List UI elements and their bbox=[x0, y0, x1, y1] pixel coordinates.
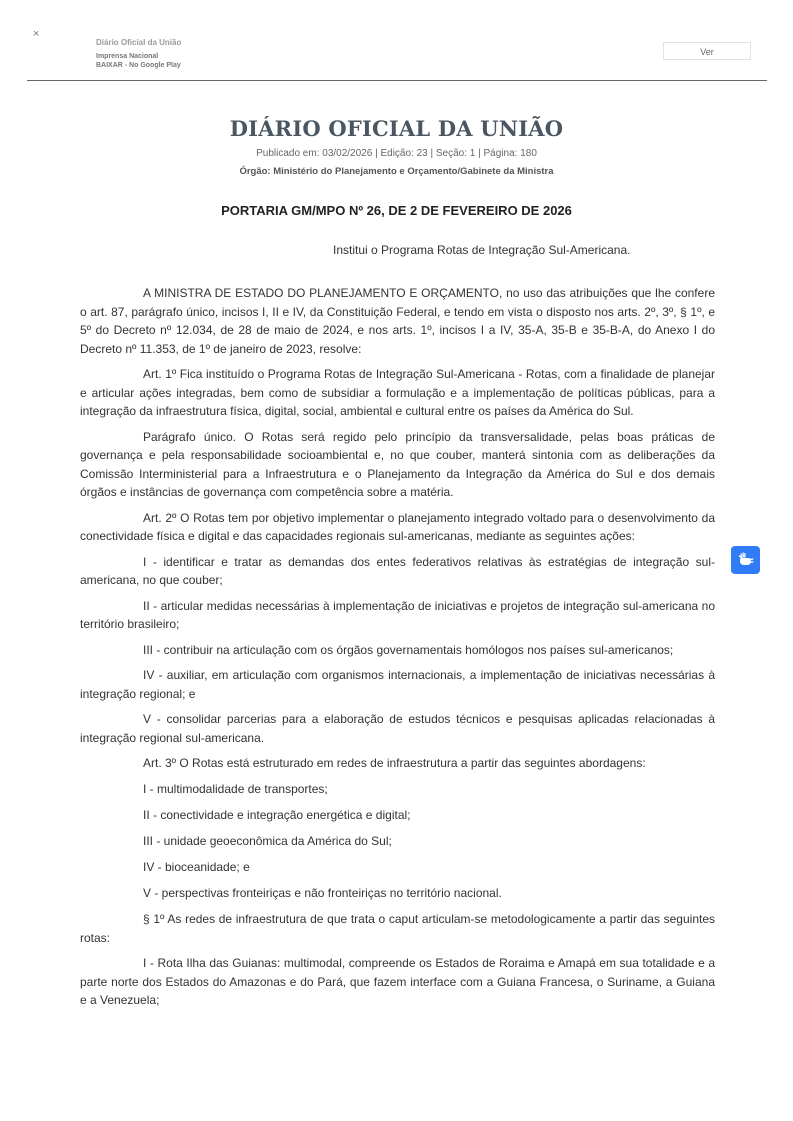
article-1-sole-paragraph: Parágrafo único. O Rotas será regido pelo princípio da transversalidade, pelas boas práticas de governança e pela responsabilidade socioambiental e, no que couber, manterá sintonia com as deliberações da Comissão Interministerial para a Infraestrutura e o Planejamento da Integração da América do Sul e dos demais órgãos e instâncias de governança com competência sobre a matéria. bbox=[80, 429, 715, 499]
issuing-agency: Órgão: Ministério do Planejamento e Orçamento/Gabinete da Ministra bbox=[239, 166, 554, 177]
document-summary: Institui o Programa Rotas de Integração Sul-Americana. bbox=[333, 243, 631, 257]
close-icon[interactable]: × bbox=[33, 28, 40, 40]
app-publisher: Imprensa Nacional bbox=[96, 53, 159, 60]
article-2-item: II - articular medidas necessárias à implementação de iniciativas e projetos de integração sul-americana no território brasileiro; bbox=[80, 598, 715, 631]
article-2-item: V - consolidar parcerias para a elaboração de estudos técnicos e pesquisas aplicadas relacionadas à integração regional sul-americana. bbox=[80, 712, 715, 745]
article-2: Art. 2º O Rotas tem por objetivo implementar o planejamento integrado voltado para o desenvolvimento da conectividade física e digital e das capacidades regionais sul-americanas, mediante as seguintes ações: bbox=[80, 510, 715, 543]
article-3-item: II - conectividade e integração energética e digital; bbox=[143, 808, 411, 822]
publication-info: Publicado em: 03/02/2026 | Edição: 23 | Seção: 1 | Página: 180 bbox=[256, 148, 537, 159]
publication-title: DIÁRIO OFICIAL DA UNIÃO bbox=[229, 116, 564, 141]
article-2-item: III - contribuir na articulação com os órgãos governamentais homólogos nos países sul-americanos; bbox=[143, 642, 674, 657]
app-title: Diário Oficial da União bbox=[96, 38, 182, 47]
accessibility-button[interactable] bbox=[731, 546, 760, 574]
route-item: I - Rota Ilha das Guianas: multimodal, compreende os Estados de Roraima e Amapá em sua totalidade e a parte norte dos Estados do Amazonas e do Pará, que fazem interface com a Guiana Francesa, o Suriname, a Guiana e a Venezuela; bbox=[80, 956, 715, 1007]
view-app-button[interactable]: Ver bbox=[663, 42, 751, 60]
article-2-item: IV - auxiliar, em articulação com organismos internacionais, a implementação de iniciativas necessárias à integração regional; e bbox=[80, 668, 715, 701]
sign-language-hands-icon bbox=[737, 552, 755, 568]
document-title: PORTARIA GM/MPO Nº 26, DE 2 DE FEVEREIRO DE 2026 bbox=[221, 203, 572, 218]
article-1: Art. 1º Fica instituído o Programa Rotas de Integração Sul-Americana - Rotas, com a finalidade de planejar e articular ações integradas, bem como de subsidiar a formulação e a implementação de políticas públicas, para a integração da infraestrutura física, digital, social, ambiental e cultural entre os países da América do Sul. bbox=[80, 367, 715, 418]
close-banner-button[interactable] bbox=[33, 28, 39, 40]
article-3-item: III - unidade geoeconômica da América do Sul; bbox=[143, 834, 392, 848]
app-download-cta: BAIXAR - No Google Play bbox=[96, 62, 181, 69]
article-2-item: I - identificar e tratar as demandas dos entes federativos relativas às estratégias de integração sul-americana, no que couber; bbox=[80, 554, 715, 587]
app-install-banner bbox=[27, 24, 767, 81]
article-3-item: IV - bioceanidade; e bbox=[143, 860, 250, 874]
document-body bbox=[80, 284, 715, 1017]
article-3-item: I - multimodalidade de transportes; bbox=[143, 782, 328, 796]
preamble-paragraph: A MINISTRA DE ESTADO DO PLANEJAMENTO E ORÇAMENTO, no uso das atribuições que lhe confere o art. 87, parágrafo único, incisos I, II e IV, da Constituição Federal, e tendo em vista o disposto nos arts. 2º, 3º, § 1º, e 5º do Decreto nº 12.034, de 28 de maio de 2024, e nos arts. 1º, incisos I a IV, 35-A, 35-B e 35-B-A, do Anexo I do Decreto nº 11.353, de 1º de janeiro de 2023, resolve: bbox=[80, 286, 715, 356]
article-3-item: V - perspectivas fronteiriças e não fronteiriças no território nacional. bbox=[143, 886, 502, 900]
article-3-paragraph-1: § 1º As redes de infraestrutura de que trata o caput articulam-se metodologicamente a partir das seguintes rotas: bbox=[80, 912, 715, 945]
article-3: Art. 3º O Rotas está estruturado em redes de infraestrutura a partir das seguintes abordagens: bbox=[143, 756, 646, 770]
